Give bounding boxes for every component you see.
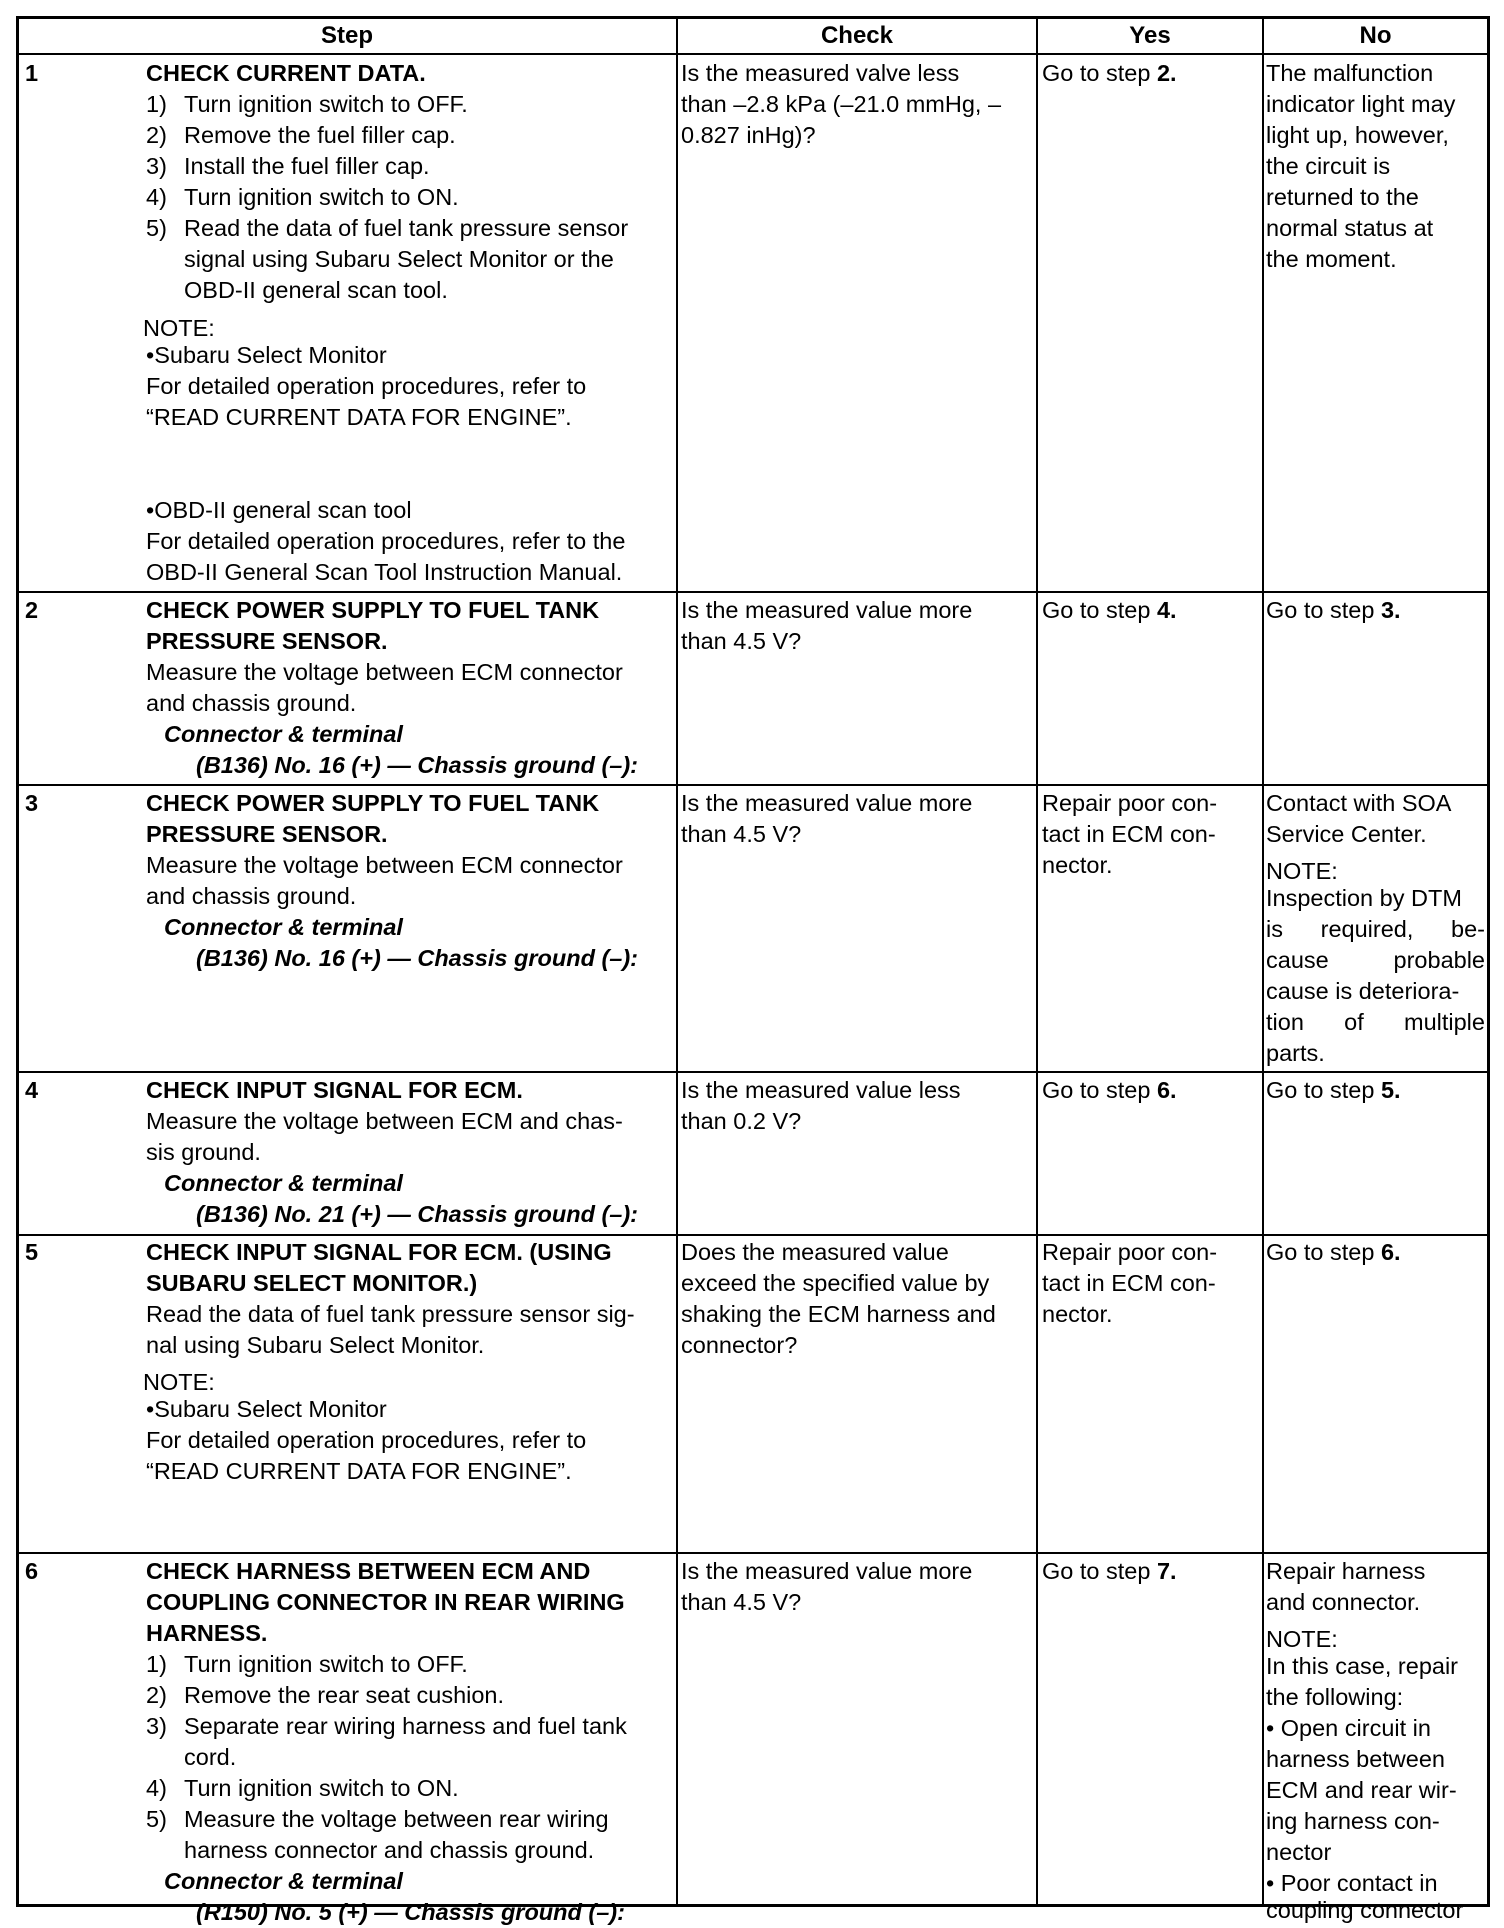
spec-label: Connector & terminal <box>164 1170 403 1196</box>
list-marker: 4) <box>146 184 167 210</box>
list-marker: 3) <box>146 1713 167 1739</box>
check-text: shaking the ECM harness and <box>681 1301 996 1327</box>
no-text: ing harness con- <box>1266 1808 1440 1834</box>
list-marker: 2) <box>146 122 167 148</box>
yes-step-ref: 4. <box>1156 597 1177 623</box>
row-separator <box>16 784 1490 786</box>
note-line: “READ CURRENT DATA FOR ENGINE”. <box>146 404 572 430</box>
list-item: Install the fuel filler cap. <box>184 153 430 179</box>
step-number: 6 <box>25 1558 39 1584</box>
header-no: No <box>1359 22 1392 49</box>
no-text: returned to the <box>1266 184 1419 210</box>
spec-terminal: (R150) No. 5 (+) — Chassis ground (–): <box>196 1899 625 1925</box>
no-text: Go to step <box>1266 1239 1381 1265</box>
check-text: than 4.5 V? <box>681 1589 802 1615</box>
step-title: SUBARU SELECT MONITOR.) <box>146 1270 478 1296</box>
step-title: CHECK INPUT SIGNAL FOR ECM. (USING <box>146 1239 612 1265</box>
no-text: The malfunction <box>1266 60 1434 86</box>
no-text: the circuit is <box>1266 153 1391 179</box>
yes-action <box>1042 58 1177 89</box>
header-check: Check <box>820 22 894 49</box>
check-text: 0.827 inHg)? <box>681 122 816 148</box>
yes-text: Go to step <box>1042 1077 1157 1103</box>
note-label: NOTE: <box>143 315 215 341</box>
check-text: Is the measured value more <box>681 1558 973 1584</box>
note-line: •Subaru Select Monitor <box>146 1396 387 1422</box>
no-text: ECM and rear wir- <box>1266 1777 1457 1803</box>
list-item: Turn ignition switch to ON. <box>184 1775 459 1801</box>
step-number: 1 <box>25 60 39 86</box>
step-title: HARNESS. <box>146 1620 268 1646</box>
step-body: Measure the voltage between ECM and chas- <box>146 1108 623 1134</box>
list-item: Read the data of fuel tank pressure sensor <box>184 215 629 241</box>
check-text: than 4.5 V? <box>681 821 802 847</box>
spec-label: Connector & terminal <box>164 914 403 940</box>
no-text: indicator light may <box>1266 91 1456 117</box>
yes-text: Go to step <box>1042 60 1157 86</box>
list-marker: 4) <box>146 1775 167 1801</box>
list-item: signal using Subaru Select Monitor or the <box>184 246 614 272</box>
check-text: Does the measured value <box>681 1239 949 1265</box>
row-separator <box>16 53 1490 55</box>
header-step: Step <box>320 22 373 49</box>
no-text: Go to step <box>1266 597 1381 623</box>
yes-action <box>1042 1075 1177 1106</box>
no-text: Repair harness <box>1266 1558 1426 1584</box>
list-item: Remove the rear seat cushion. <box>184 1682 505 1708</box>
no-action <box>1266 595 1401 626</box>
list-item: cord. <box>184 1744 237 1770</box>
yes-text: tact in ECM con- <box>1042 1270 1216 1296</box>
border-right <box>1487 16 1490 1907</box>
col-separator <box>1036 16 1038 1907</box>
yes-text: Repair poor con- <box>1042 790 1218 816</box>
step-title: CHECK CURRENT DATA. <box>146 60 426 86</box>
check-text: exceed the specified value by <box>681 1270 990 1296</box>
yes-step-ref: 7. <box>1156 1558 1177 1584</box>
note-label: NOTE: <box>1266 858 1338 884</box>
list-marker: 5) <box>146 215 167 241</box>
no-action <box>1266 1237 1401 1268</box>
step-title: CHECK POWER SUPPLY TO FUEL TANK <box>146 790 600 816</box>
note-line: Inspection by DTM <box>1266 885 1462 911</box>
note-line: For detailed operation procedures, refer to the <box>146 528 626 554</box>
step-title: PRESSURE SENSOR. <box>146 821 388 847</box>
step-title: CHECK INPUT SIGNAL FOR ECM. <box>146 1077 523 1103</box>
step-title: CHECK HARNESS BETWEEN ECM AND <box>146 1558 591 1584</box>
note-label: NOTE: <box>143 1369 215 1395</box>
step-body: Measure the voltage between ECM connector <box>146 852 623 878</box>
step-body: Read the data of fuel tank pressure sensor sig- <box>146 1301 635 1327</box>
note-line: For detailed operation procedures, refer to <box>146 373 587 399</box>
spec-label: Connector & terminal <box>164 1868 403 1894</box>
check-text: Is the measured valve less <box>681 60 960 86</box>
list-item: Separate rear wiring harness and fuel tank <box>184 1713 627 1739</box>
step-number: 4 <box>25 1077 39 1103</box>
no-text: In this case, repair <box>1266 1653 1459 1679</box>
yes-text: nector. <box>1042 852 1113 878</box>
list-marker: 2) <box>146 1682 167 1708</box>
list-marker: 1) <box>146 91 167 117</box>
no-action <box>1266 1075 1401 1106</box>
spec-terminal: (B136) No. 21 (+) — Chassis ground (–): <box>196 1201 639 1227</box>
check-text: connector? <box>681 1332 798 1358</box>
yes-text: Repair poor con- <box>1042 1239 1218 1265</box>
check-text: than –2.8 kPa (–21.0 mmHg, – <box>681 91 1002 117</box>
list-marker: 5) <box>146 1806 167 1832</box>
yes-text: tact in ECM con- <box>1042 821 1216 847</box>
note-line: cause is deteriora- <box>1266 978 1460 1004</box>
yes-step-ref: 6. <box>1156 1077 1177 1103</box>
spec-terminal: (B136) No. 16 (+) — Chassis ground (–): <box>196 752 639 778</box>
border-top <box>16 16 1490 19</box>
list-item: OBD-II general scan tool. <box>184 277 448 303</box>
row-separator <box>16 1552 1490 1554</box>
note-line: OBD-II General Scan Tool Instruction Manual. <box>146 559 623 585</box>
no-text: • Open circuit in <box>1266 1715 1431 1741</box>
no-text: Contact with SOA <box>1266 790 1452 816</box>
col-separator <box>1262 16 1264 1907</box>
header-yes: Yes <box>1129 22 1171 49</box>
row-separator <box>16 1234 1490 1236</box>
note-line: “READ CURRENT DATA FOR ENGINE”. <box>146 1458 572 1484</box>
note-line: cause probable <box>1266 947 1485 973</box>
yes-text: Go to step <box>1042 1558 1157 1584</box>
yes-action <box>1042 595 1177 626</box>
note-line: For detailed operation procedures, refer to <box>146 1427 587 1453</box>
no-text: • Poor contact in <box>1266 1870 1438 1896</box>
list-marker: 1) <box>146 1651 167 1677</box>
yes-action <box>1042 1556 1177 1587</box>
no-step-ref: 3. <box>1380 597 1401 623</box>
note-line: parts. <box>1266 1040 1325 1066</box>
yes-text: nector. <box>1042 1301 1113 1327</box>
check-text: than 0.2 V? <box>681 1108 802 1134</box>
list-item: Turn ignition switch to OFF. <box>184 1651 468 1677</box>
no-text: coupling connector <box>1266 1897 1464 1923</box>
no-text: normal status at <box>1266 215 1434 241</box>
list-item: harness connector and chassis ground. <box>184 1837 595 1863</box>
step-body: and chassis ground. <box>146 883 357 909</box>
no-text: the moment. <box>1266 246 1397 272</box>
no-text: and connector. <box>1266 1589 1421 1615</box>
list-item: Measure the voltage between rear wiring <box>184 1806 609 1832</box>
check-text: Is the measured value more <box>681 790 973 816</box>
note-line: is required, be- <box>1266 916 1485 942</box>
step-body: nal using Subaru Select Monitor. <box>146 1332 485 1358</box>
step-number: 3 <box>25 790 39 816</box>
step-title: COUPLING CONNECTOR IN REAR WIRING <box>146 1589 625 1615</box>
list-item: Remove the fuel filler cap. <box>184 122 456 148</box>
no-text: light up, however, <box>1266 122 1449 148</box>
list-marker: 3) <box>146 153 167 179</box>
note-line: tion of multiple <box>1266 1009 1485 1035</box>
col-separator <box>676 16 678 1907</box>
note-label: NOTE: <box>1266 1626 1338 1652</box>
step-number: 2 <box>25 597 39 623</box>
no-text: the following: <box>1266 1684 1404 1710</box>
step-title: PRESSURE SENSOR. <box>146 628 388 654</box>
check-text: than 4.5 V? <box>681 628 802 654</box>
check-text: Is the measured value more <box>681 597 973 623</box>
no-step-ref: 6. <box>1380 1239 1401 1265</box>
row-separator <box>16 591 1490 593</box>
note-line: •OBD-II general scan tool <box>146 497 412 523</box>
step-number: 5 <box>25 1239 39 1265</box>
spec-terminal: (B136) No. 16 (+) — Chassis ground (–): <box>196 945 639 971</box>
note-line: •Subaru Select Monitor <box>146 342 387 368</box>
spec-label: Connector & terminal <box>164 721 403 747</box>
step-body: sis ground. <box>146 1139 261 1165</box>
step-body: Measure the voltage between ECM connector <box>146 659 623 685</box>
check-text: Is the measured value less <box>681 1077 961 1103</box>
row-separator <box>16 1071 1490 1073</box>
border-left <box>16 16 19 1907</box>
step-body: and chassis ground. <box>146 690 357 716</box>
list-item: Turn ignition switch to ON. <box>184 184 459 210</box>
no-text: harness between <box>1266 1746 1445 1772</box>
no-text: Go to step <box>1266 1077 1381 1103</box>
step-title: CHECK POWER SUPPLY TO FUEL TANK <box>146 597 600 623</box>
no-text: Service Center. <box>1266 821 1427 847</box>
list-item: Turn ignition switch to OFF. <box>184 91 468 117</box>
yes-text: Go to step <box>1042 597 1157 623</box>
no-step-ref: 5. <box>1380 1077 1401 1103</box>
yes-step-ref: 2. <box>1156 60 1177 86</box>
no-text: nector <box>1266 1839 1332 1865</box>
